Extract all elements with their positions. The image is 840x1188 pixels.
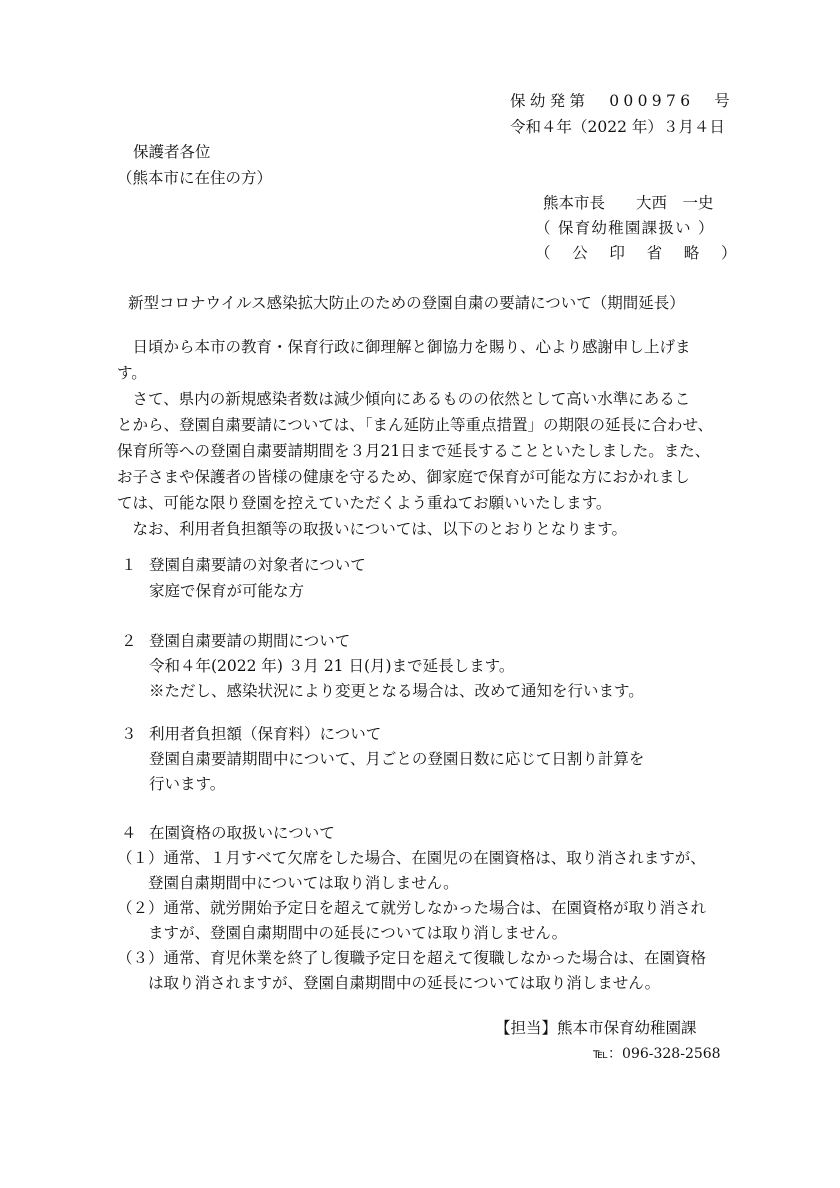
section-heading: 登園自粛要請の対象者について <box>149 556 366 574</box>
recipient-line2: （熊本市に在住の方） <box>117 169 273 187</box>
section-number: １ <box>121 556 137 574</box>
document-number: 保幼発第 000976 号 <box>510 92 735 110</box>
section-item-line: （２）通常、就労開始予定日を超えて就労しなかった場合は、在園資格が取り消され <box>117 899 707 917</box>
section-line: 登園自粛要請期間中について、月ごとの登園日数に応じて日割り計算を <box>149 750 645 768</box>
section-item-line: （３）通常、育児休業を終了し復職予定日を超えて復職しなかった場合は、在園資格 <box>117 949 707 967</box>
sender-seal: （ 公 印 省 略 ） <box>535 244 740 262</box>
body-line: す。 <box>117 364 147 382</box>
section-heading: 登園自粛要請の期間について <box>149 632 351 650</box>
issue-date: 令和４年（2022 年）３月４日 <box>510 118 725 136</box>
contact-phone: ℡：096-328-2568 <box>593 1046 721 1062</box>
section-item-line: ますが、登園自粛期間中の延長については取り消しません。 <box>117 924 568 942</box>
section-line: ※ただし、感染状況により変更となる場合は、改めて通知を行います。 <box>149 682 644 700</box>
body-line: お子さまや保護者の皆様の健康を守るため、御家庭で保育が可能な方におかれまし <box>117 468 690 486</box>
body-line: なお、利用者負担額等の取扱いについては、以下のとおりとなります。 <box>132 520 627 538</box>
recipient-line1: 保護者各位 <box>133 143 211 161</box>
body-text <box>117 334 729 542</box>
section-item-line: （１）通常、１月すべて欠席をした場合、在園児の在園資格は、取り消されますが、 <box>117 849 706 867</box>
section-line: 家庭で保育が可能な方 <box>149 582 305 600</box>
section-line: 令和４年(2022 年) ３月 21 日(月)まで延長します。 <box>149 657 515 675</box>
section-item-line: 登園自粛期間中については取り消しません。 <box>117 874 459 892</box>
section-line: 行います。 <box>149 775 226 793</box>
body-line: ては、可能な限り登園を控えていただくよう重ねてお願いいたします。 <box>117 494 612 512</box>
body-line: さて、県内の新規感染者数は減少傾向にあるものの依然として高い水準にあるこ <box>132 390 691 408</box>
section-heading: 利用者負担額（保育料）について <box>149 725 382 743</box>
sender-dept: （ 保育幼稚園課扱い ） <box>535 219 715 237</box>
body-line: とから、登園自粛要請については、「まん延防止等重点措置」の期限の延長に合わせ、 <box>117 416 713 434</box>
section-heading: 在園資格の取扱いについて <box>149 824 335 842</box>
contact-department: 【担当】熊本市保育幼稚園課 <box>495 1019 697 1037</box>
section-number: ４ <box>121 824 137 842</box>
sender-name: 熊本市長 大西 一史 <box>543 194 714 212</box>
document-title: 新型コロナウイルス感染拡大防止のための登園自粛の要請について（期間延長） <box>128 294 685 312</box>
section-item-line: は取り消されますが、登園自粛期間中の延長については取り消しません。 <box>117 974 661 992</box>
body-line: 日頃から本市の教育・保育行政に御理解と御協力を賜り、心より感謝申し上げま <box>132 338 691 356</box>
section-number: ３ <box>121 725 137 743</box>
section-number: ２ <box>121 632 137 650</box>
body-line: 保育所等への登園自粛要請期間を３月21日まで延長することといたしました。また、 <box>117 442 711 460</box>
